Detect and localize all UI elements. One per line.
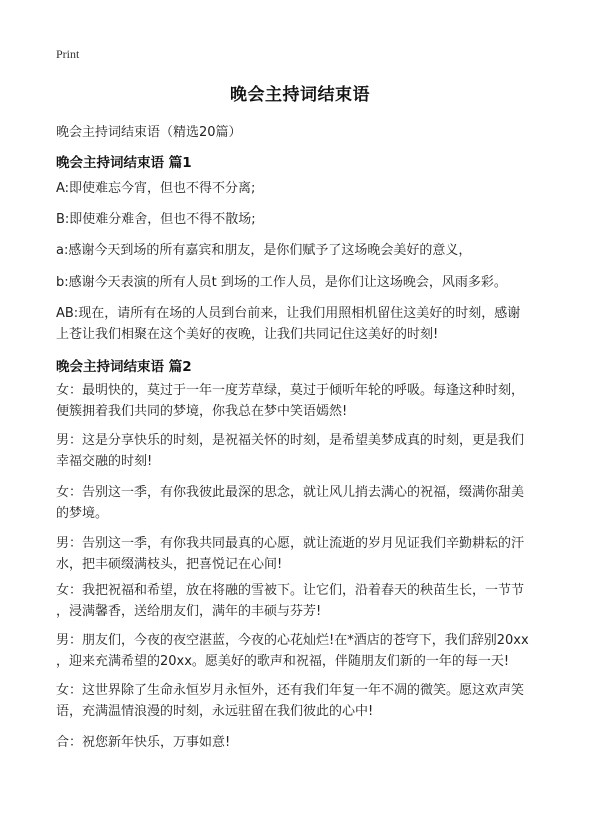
paragraph — [56, 680, 556, 722]
subtitle: 晚会主持词结束语（精选20篇） — [56, 125, 242, 140]
paragraph-line: 女：告别这一季，有你我彼此最深的思念，就让风儿捎去满心的祝福，缀满你甜美 — [56, 485, 525, 500]
paragraph-line: 女：这世界除了生命永恒岁月永恒外，还有我们年复一年不凋的微笑。愿这欢声笑 — [56, 683, 525, 698]
paragraph-line: A:即使难忘今宵，但也不得不分离; — [56, 181, 256, 196]
paragraph — [56, 209, 556, 230]
paragraph-line: 男：这是分享快乐的时刻，是祝福关怀的时刻，是希望美梦成真的时刻，更是我们 — [56, 433, 525, 448]
paragraph — [56, 482, 556, 524]
paragraph — [56, 732, 556, 753]
paragraph-line: 合：祝您新年快乐，万事如意! — [56, 735, 231, 750]
paragraph — [56, 630, 556, 672]
paragraph — [56, 303, 556, 345]
paragraph-line: b:感谢今天表演的所有人员t 到场的工作人员，是你们让这场晚会，风雨多彩。 — [56, 275, 507, 290]
paragraph — [56, 580, 556, 622]
paragraph-line: a:感谢今天到场的所有嘉宾和朋友，是你们赋予了这场晚会美好的意义， — [56, 243, 472, 258]
paragraph — [56, 430, 556, 472]
paragraph-line: 便簇拥着我们共同的梦境，你我总在梦中笑语嫣然! — [56, 404, 348, 419]
paragraph-line: ，迎来充满希望的20xx。愿美好的歌声和祝福，伴随朋友们新的一年的每一天! — [56, 654, 510, 669]
section-heading-2: 晚会主持词结束语 篇2 — [56, 359, 192, 375]
paragraph-line: 男：朋友们，今夜的夜空湛蓝，今夜的心花灿烂!在*酒店的苍穹下，我们辞别20xx — [56, 633, 529, 648]
paragraph-line: AB:现在，请所有在场的人员到台前来，让我们用照相机留住这美好的时刻，感谢 — [56, 306, 521, 321]
paragraph-line: ，浸满馨香，送给朋友们，满年的丰硕与芬芳! — [56, 604, 322, 619]
paragraph-line: 上苍让我们相聚在这个美好的夜晚，让我们共同记住这美好的时刻! — [56, 327, 439, 342]
paragraph-line: 水，把丰硕缀满枝头，把喜悦记在心间! — [56, 557, 283, 572]
paragraph — [56, 178, 556, 199]
paragraph-line: 幸福交融的时刻! — [56, 454, 153, 469]
paragraph-line: 语，充满温情浪漫的时刻，永远驻留在我们彼此的心中! — [56, 704, 374, 719]
paragraph-line: 女：我把祝福和希望，放在将融的雪被下。让它们，沿着春天的秧苗生长，一节节 — [56, 583, 525, 598]
section-heading-1: 晚会主持词结束语 篇1 — [56, 155, 192, 171]
paragraph — [56, 380, 556, 422]
paragraph — [56, 272, 556, 293]
paragraph-line: 女：最明快的，莫过于一年一度芳草绿，莫过于倾听年轮的呼吸。每逢这种时刻， — [56, 383, 525, 398]
print-label[interactable]: Print — [56, 47, 80, 61]
paragraph — [56, 240, 556, 261]
paragraph-line: B:即使难分难舍，但也不得不散场; — [56, 212, 256, 227]
paragraph-line: 男：告别这一季，有你我共同最真的心愿，就让流逝的岁月见证我们辛勤耕耘的汗 — [56, 536, 525, 551]
page-title: 晚会主持词结束语 — [230, 85, 370, 105]
paragraph-line: 的梦境。 — [56, 506, 109, 521]
paragraph — [56, 533, 556, 575]
